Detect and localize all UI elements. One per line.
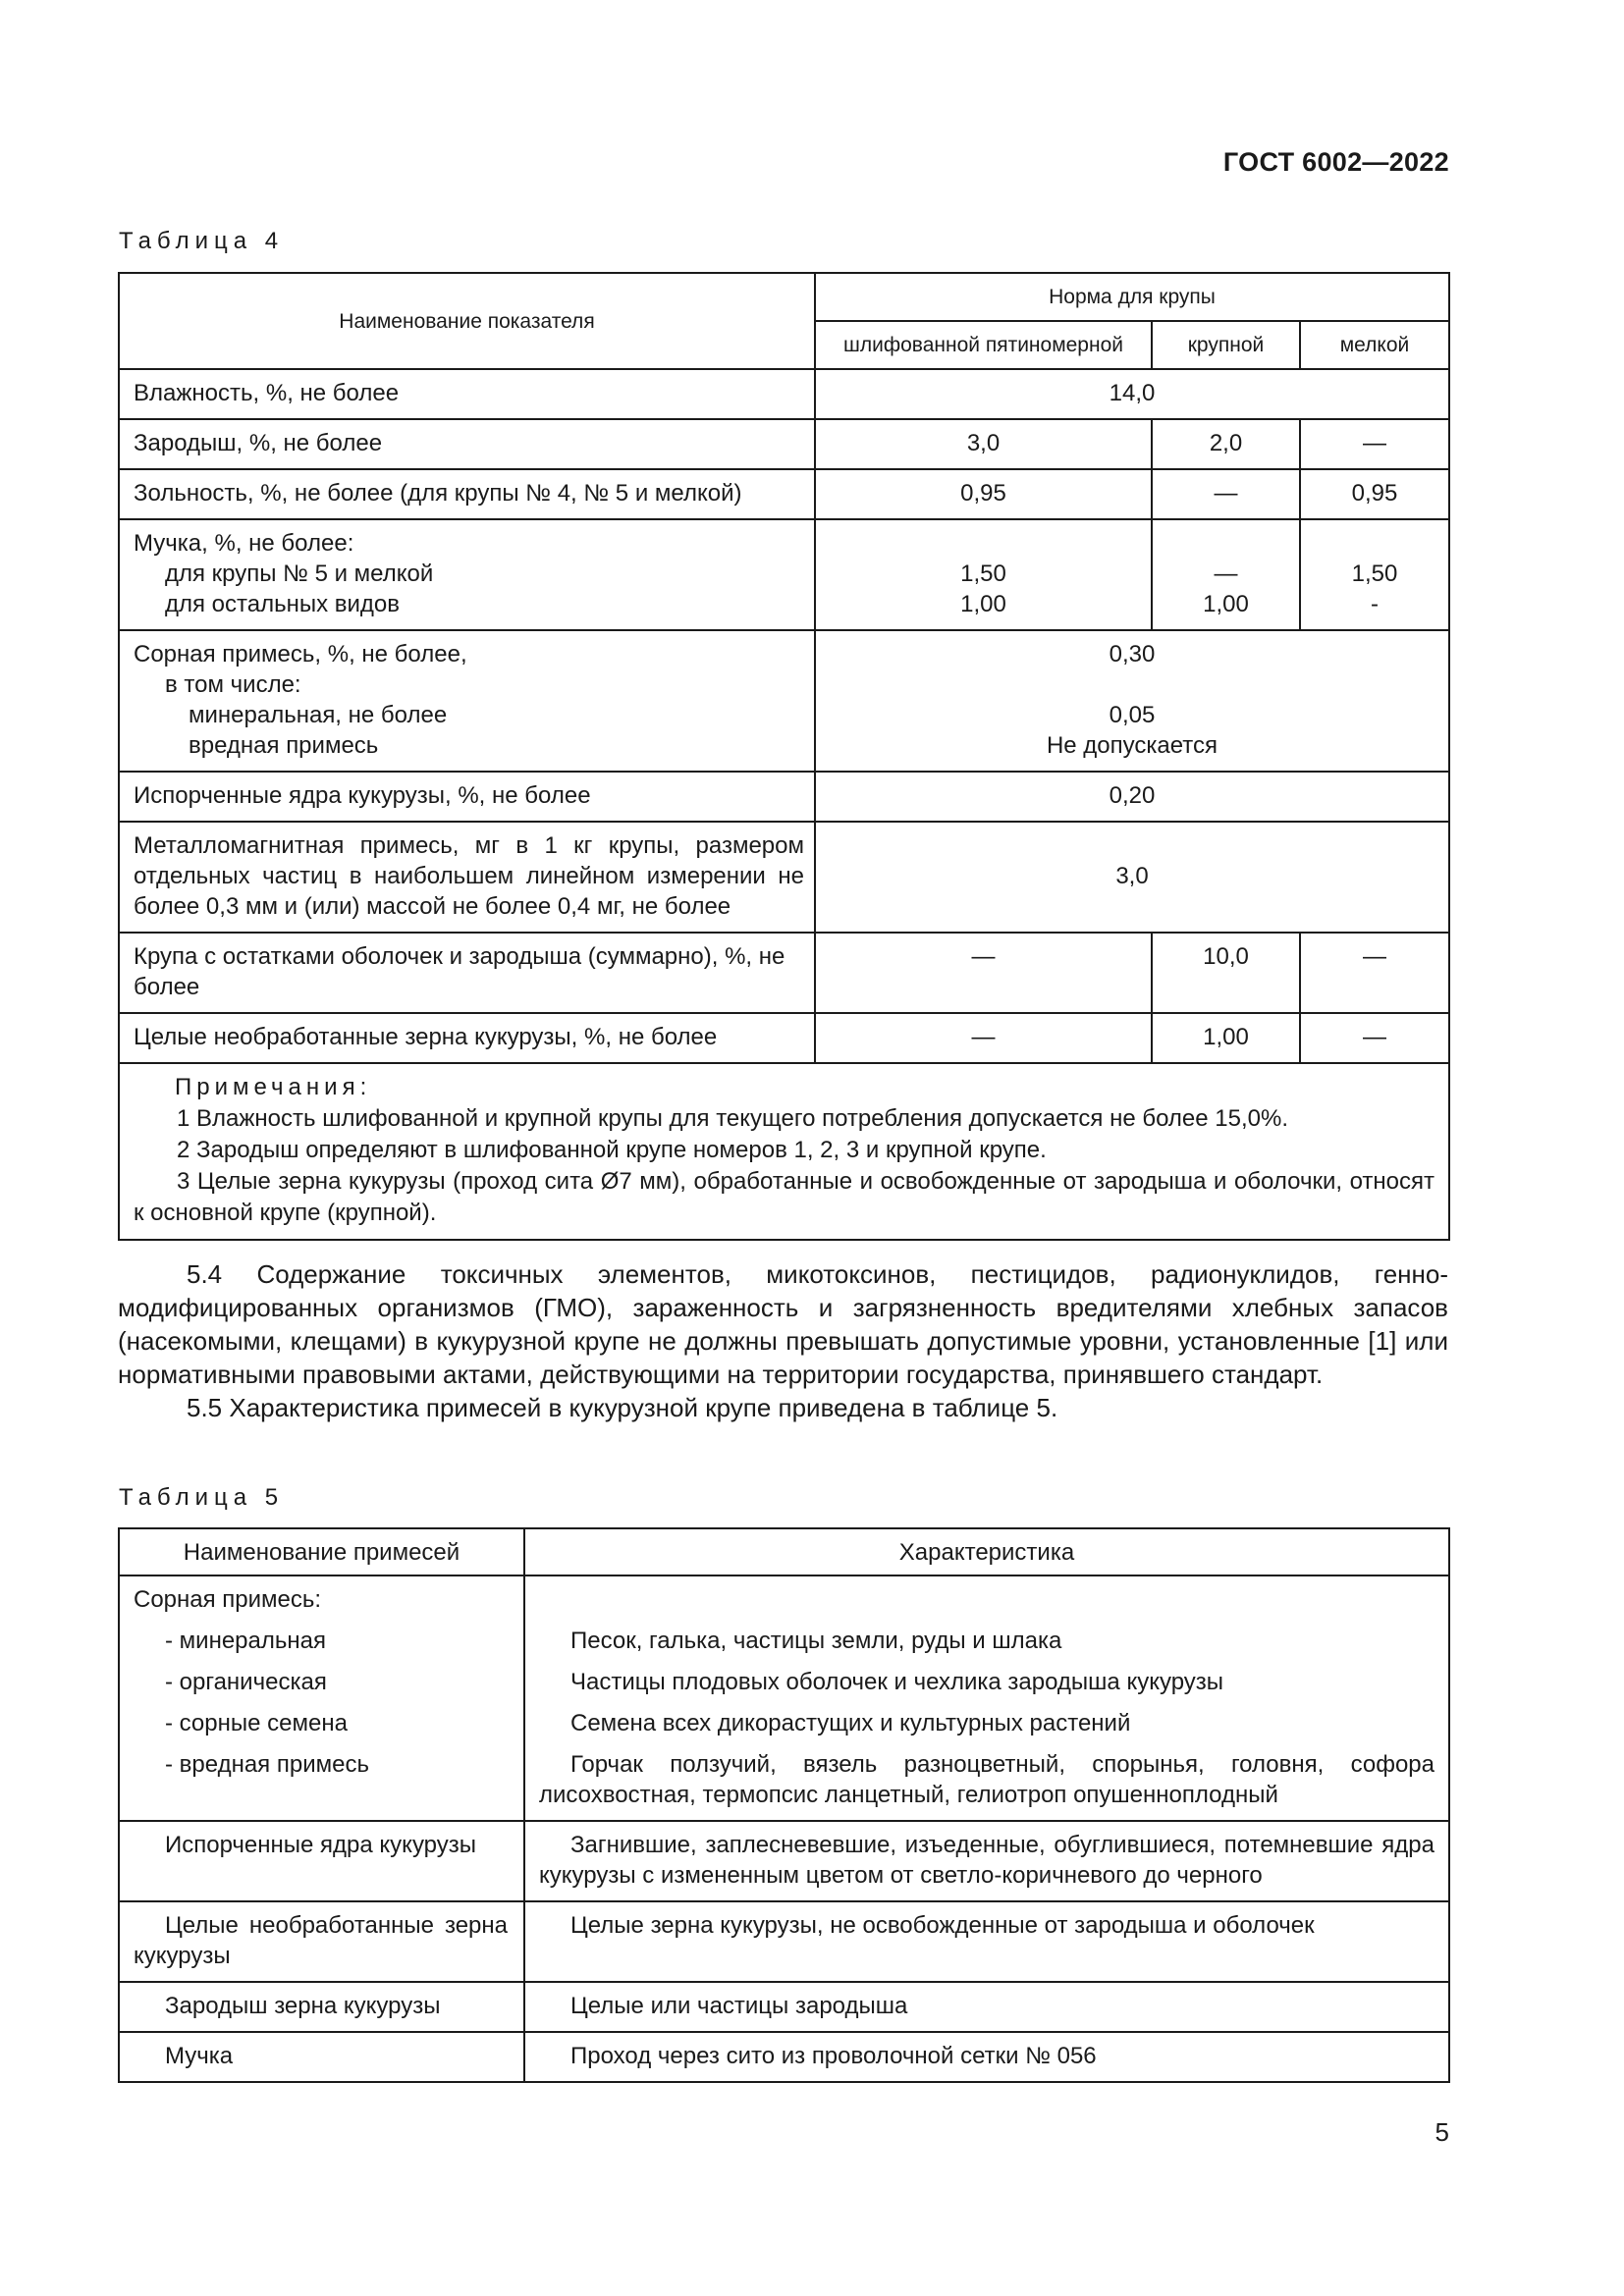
table4 (118, 272, 1450, 1241)
weed-descs (524, 1575, 1449, 1821)
row-label: Влажность, %, не более (119, 369, 815, 419)
table-row (119, 1013, 1449, 1063)
weed-desc-2: Частицы плодовых оболочек и чехлика зародыша кукурузы (570, 1669, 1224, 1695)
weed-name-2: - органическая (165, 1669, 327, 1695)
row-desc: Проход через сито из проволочной сетки № 056 (524, 2032, 1449, 2082)
table4-header-group: Норма для крупы (815, 273, 1449, 321)
table-row (119, 1901, 1449, 1982)
row-value: — (815, 1013, 1152, 1063)
note-2: 2 Зародыш определяют в шлифованной крупе номеров 1, 2, 3 и крупной крупе. (177, 1137, 1047, 1163)
flour-v3b: - (1371, 591, 1379, 617)
table4-caption: Таблица 4 (119, 228, 285, 254)
row-value (1300, 519, 1449, 630)
flour-sub1: для крупы № 5 и мелкой (165, 561, 434, 587)
table4-header-name: Наименование показателя (119, 273, 815, 369)
weed-vc: Не допускается (1046, 732, 1218, 759)
row-value: 1,00 (1152, 1013, 1300, 1063)
row-value: 2,0 (1152, 419, 1300, 469)
weed-va: 0,30 (1109, 641, 1156, 667)
row-desc: Целые зерна кукурузы, не освобожденные от зародыша и оболочек (524, 1901, 1449, 1982)
weed-name-4: - вредная примесь (165, 1751, 369, 1778)
table-row (119, 1982, 1449, 2032)
row-label: Зародыш зерна кукурузы (119, 1982, 524, 2032)
row-label: Зольность, %, не более (для крупы № 4, № 5 и мелкой) (119, 469, 815, 519)
table4-header-col2: крупной (1152, 321, 1300, 369)
row-value: 3,0 (815, 419, 1152, 469)
flour-v2a: — (1214, 561, 1238, 587)
note-1: 1 Влажность шлифованной и крупной крупы для текущего потребления допускается не более 15,0%. (177, 1105, 1288, 1132)
table-row (119, 519, 1449, 630)
flour-v1b: 1,00 (960, 591, 1006, 617)
row-label: Испорченные ядра кукурузы (119, 1821, 524, 1901)
table-row (119, 933, 1449, 1013)
row-value (815, 630, 1449, 772)
row-value: 14,0 (815, 369, 1449, 419)
weed-sub3: вредная примесь (189, 732, 379, 759)
row-value: — (815, 933, 1152, 1013)
weed-vb: 0,05 (1109, 702, 1156, 728)
body-text (118, 1257, 1448, 1424)
weed-sub2: минеральная, не более (189, 702, 448, 728)
paragraph-5-5: 5.5 Характеристика примесей в кукурузной крупе приведена в таблице 5. (187, 1393, 1058, 1422)
flour-v1a: 1,50 (960, 561, 1006, 587)
row-value: 3,0 (815, 822, 1449, 933)
table-row (119, 1821, 1449, 1901)
table5-caption: Таблица 5 (119, 1484, 285, 1511)
flour-label: Мучка, %, не более: (134, 530, 354, 557)
row-label: Целые необработанные зерна кукурузы (119, 1901, 524, 1982)
row-value: 0,20 (815, 772, 1449, 822)
table-row (119, 369, 1449, 419)
row-value: 0,95 (815, 469, 1152, 519)
table4-notes (119, 1063, 1449, 1240)
row-label: Целые необработанные зерна кукурузы, %, не более (119, 1013, 815, 1063)
row-value: — (1300, 933, 1449, 1013)
table-row (119, 630, 1449, 772)
paragraph-5-4: 5.4 Содержание токсичных элементов, микотоксинов, пестицидов, радионуклидов, генно-модифицированных организмов (ГМО), зараженность и загрязненность вредителями хлебных запасов (насекомыми, клещами) в кукурузной крупе не должны превышать допустимые уровни, установленные [1] или нормативными правовыми актами, действующими на территории государства, принявшего стандарт. (118, 1259, 1448, 1389)
row-value: 10,0 (1152, 933, 1300, 1013)
row-value: — (1300, 1013, 1449, 1063)
weed-title: Сорная примесь: (134, 1586, 322, 1613)
table5-header-desc: Характеристика (524, 1528, 1449, 1575)
row-label: Крупа с остатками оболочек и зародыша (суммарно), %, не более (119, 933, 815, 1013)
flour-sub2: для остальных видов (165, 591, 401, 617)
weed-desc-3: Семена всех дикорастущих и культурных растений (570, 1710, 1131, 1736)
row-desc: Целые или частицы зародыша (524, 1982, 1449, 2032)
row-value: — (1300, 419, 1449, 469)
standard-number: ГОСТ 6002—2022 (1222, 147, 1449, 177)
weed-name-3: - сорные семена (165, 1710, 348, 1736)
row-label (119, 630, 815, 772)
flour-v2b: 1,00 (1203, 591, 1249, 617)
table4-header-col1: шлифованной пятиномерной (815, 321, 1152, 369)
note-3: 3 Целые зерна кукурузы (проход сита Ø7 мм), обработанные и освобожденные от зародыша и оболочки, относят к основной крупе (крупной). (134, 1168, 1435, 1226)
weed-names (119, 1575, 524, 1821)
weed-label: Сорная примесь, %, не более, (134, 641, 467, 667)
weed-sub1: в том числе: (165, 671, 301, 698)
table-row (119, 469, 1449, 519)
row-label: Испорченные ядра кукурузы, %, не более (119, 772, 815, 822)
row-label: Металломагнитная примесь, мг в 1 кг крупы, размером отдельных частиц в наибольшем линейном измерении не более 0,3 мм и (или) массой не более 0,4 мг, не более (119, 822, 815, 933)
row-label: Мучка (119, 2032, 524, 2082)
page-number: 5 (1435, 2117, 1449, 2147)
row-value (815, 519, 1152, 630)
weed-desc-4: Горчак ползучий, вязель разноцветный, спорынья, головня, софора лисохвостная, термопсис ланцетный, гелиотроп опушенноплодный (539, 1751, 1435, 1808)
table5 (118, 1527, 1450, 2083)
row-label: Зародыш, %, не более (119, 419, 815, 469)
row-value: — (1152, 469, 1300, 519)
table-row (119, 822, 1449, 933)
row-value: 0,95 (1300, 469, 1449, 519)
weed-desc-1: Песок, галька, частицы земли, руды и шлака (570, 1628, 1062, 1654)
row-label (119, 519, 815, 630)
flour-v3a: 1,50 (1351, 561, 1398, 587)
notes-title: Примечания: (175, 1074, 372, 1100)
table-row (119, 419, 1449, 469)
weed-name-1: - минеральная (165, 1628, 326, 1654)
table-row (119, 2032, 1449, 2082)
table-row (119, 1575, 1449, 1821)
table-row (119, 772, 1449, 822)
table5-header-name: Наименование примесей (119, 1528, 524, 1575)
table4-notes-row (119, 1063, 1449, 1240)
row-desc: Загнившие, заплесневевшие, изъеденные, обуглившиеся, потемневшие ядра кукурузы с измененным цветом от светло-коричневого до черного (524, 1821, 1449, 1901)
row-value (1152, 519, 1300, 630)
table4-header-col3: мелкой (1300, 321, 1449, 369)
